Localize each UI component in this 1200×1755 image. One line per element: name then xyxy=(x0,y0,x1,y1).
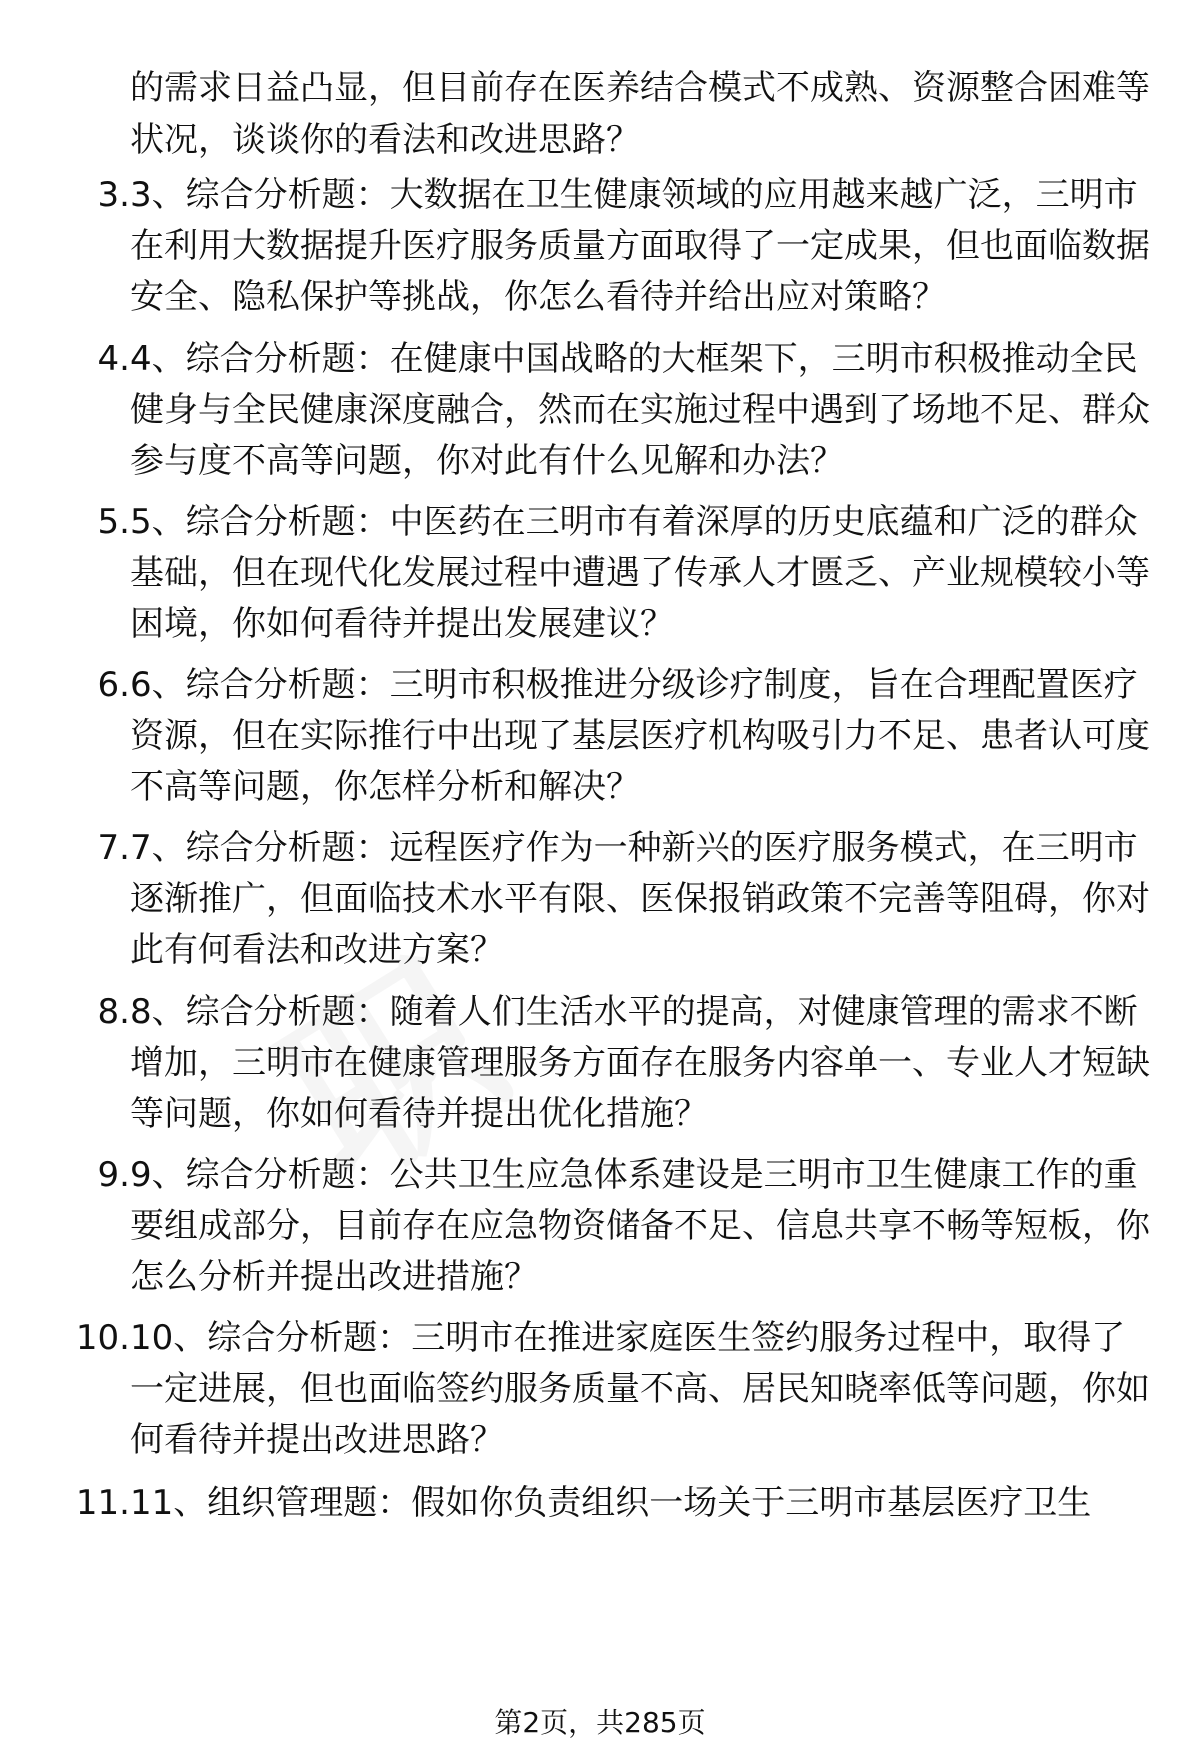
item-text: 8、综合分析题：随着人们生活水平的提高，对健康管理的需求不断增加，三明市在健康管理服务方面存在服务内容单一、专业人才短缺等问题，你如何看待并提出优化措施？ xyxy=(130,992,1150,1134)
item-number: 7. xyxy=(97,828,130,868)
item-number: 11. xyxy=(75,1483,130,1523)
item-text: 10、综合分析题：三明市在推进家庭医生签约服务过程中，取得了一定进展，但也面临签约服务质量不高、居民知晓率低等问题，你如何看待并提出改进思路？ xyxy=(130,1318,1150,1460)
list-item xyxy=(50,1478,1160,1529)
item-text: 11、组织管理题：假如你负责组织一场关于三明市基层医疗卫生 xyxy=(130,1483,1092,1523)
item-number: 3. xyxy=(97,175,130,215)
item-text: 4、综合分析题：在健康中国战略的大框架下，三明市积极推动全民健身与全民健康深度融合，然而在实施过程中遇到了场地不足、群众参与度不高等问题，你对此有什么见解和办法？ xyxy=(130,339,1150,481)
item-number: 6. xyxy=(97,665,130,705)
item-text: 9、综合分析题：公共卫生应急体系建设是三明市卫生健康工作的重要组成部分，目前存在应急物资储备不足、信息共享不畅等短板，你怎么分析并提出改进措施？ xyxy=(130,1155,1150,1297)
page-footer: 第2页，共285页 xyxy=(494,1706,706,1739)
list-item xyxy=(50,1313,1160,1466)
item-text: 3、综合分析题：大数据在卫生健康领域的应用越来越广泛，三明市在利用大数据提升医疗服务质量方面取得了一定成果，但也面临数据安全、隐私保护等挑战，你怎么看待并给出应对策略？ xyxy=(130,175,1150,317)
item-number: 5. xyxy=(97,502,130,542)
item-text: 5、综合分析题：中医药在三明市有着深厚的历史底蕴和广泛的群众基础，但在现代化发展过程中遭遇了传承人才匮乏、产业规模较小等困境，你如何看待并提出发展建议？ xyxy=(130,502,1150,644)
list-item xyxy=(50,334,1160,487)
list-item xyxy=(50,660,1160,813)
item-number: 8. xyxy=(97,992,130,1032)
item-text: 7、综合分析题：远程医疗作为一种新兴的医疗服务模式，在三明市逐渐推广，但面临技术水平有限、医保报销政策不完善等阻碍，你对此有何看法和改进方案？ xyxy=(130,828,1150,970)
item-number: 10. xyxy=(75,1318,130,1358)
continued-paragraph: 的需求日益凸显，但目前存在医养结合模式不成熟、资源整合困难等状况，谈谈你的看法和改进思路？ xyxy=(130,68,1150,160)
list-item xyxy=(50,497,1160,650)
item-number: 4. xyxy=(97,339,130,379)
list-item xyxy=(50,170,1160,323)
list-item xyxy=(50,987,1160,1140)
item-text: 6、综合分析题：三明市积极推进分级诊疗制度，旨在合理配置医疗资源，但在实际推行中出现了基层医疗机构吸引力不足、患者认可度不高等问题，你怎样分析和解决？ xyxy=(130,665,1150,807)
list-item xyxy=(50,1150,1160,1303)
item-number: 9. xyxy=(97,1155,130,1195)
list-item xyxy=(50,823,1160,976)
